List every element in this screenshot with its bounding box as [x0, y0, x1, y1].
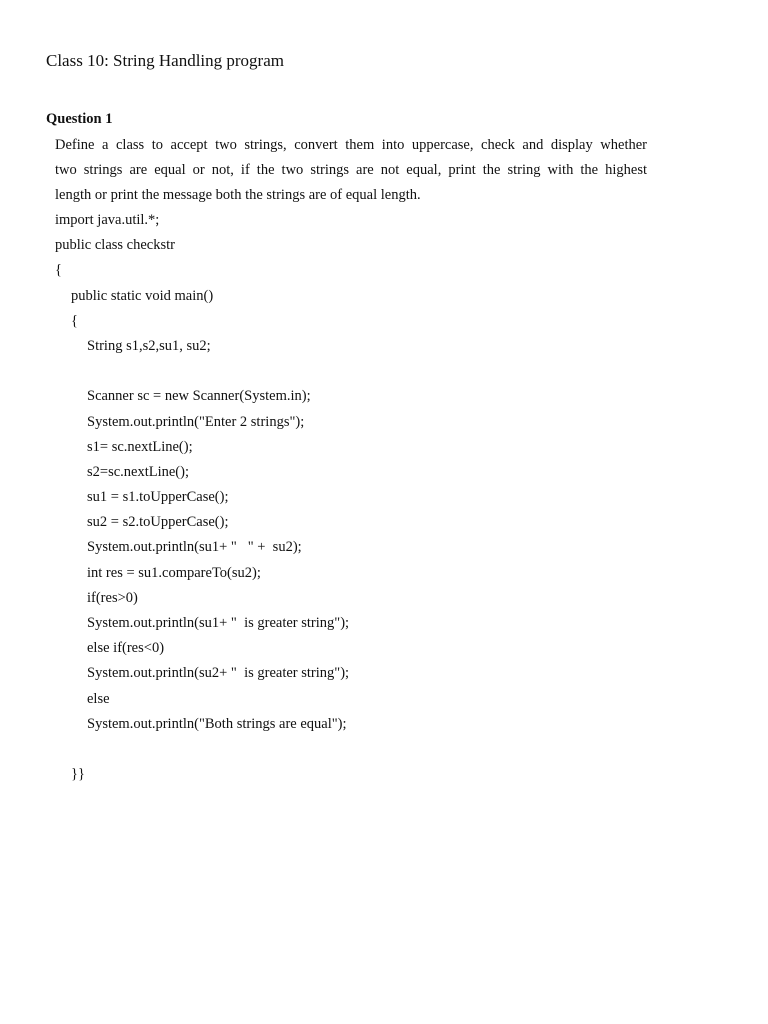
code-line: s2=sc.nextLine();: [87, 463, 189, 480]
code-line: import java.util.*;: [55, 212, 160, 228]
page-title: Class 10: String Handling program: [46, 51, 284, 70]
code-line: if(res>0): [87, 589, 138, 606]
code-line: String s1,s2,su1, su2;: [87, 337, 211, 354]
code-line: {: [55, 262, 62, 279]
code-line: System.out.println(su1+ " is greater string");: [87, 615, 350, 631]
code-line: else: [87, 690, 110, 707]
code-line: System.out.println("Enter 2 strings");: [87, 413, 305, 430]
description-line: Define a class to accept two strings, convert them into uppercase, check and display whether: [55, 137, 647, 153]
code-line: su1 = s1.toUpperCase();: [87, 489, 229, 506]
code-line: System.out.println(su2+ " is greater string");: [87, 665, 350, 682]
code-line: s1= sc.nextLine();: [87, 438, 193, 455]
code-line: System.out.println("Both strings are equal");: [87, 715, 347, 732]
description-line: length or print the message both the strings are of equal length.: [55, 187, 421, 204]
code-line: [0, 737, 768, 762]
code-line: }}: [71, 766, 85, 783]
code-listing: [0, 208, 768, 787]
question-description: [55, 133, 647, 209]
code-line: public class checkstr: [55, 237, 175, 254]
code-line: else if(res<0): [87, 640, 165, 657]
code-line: public static void main(): [71, 287, 214, 304]
code-line: System.out.println(su1+ " " + su2);: [87, 539, 302, 556]
code-line: Scanner sc = new Scanner(System.in);: [87, 388, 311, 405]
code-line: su2 = s2.toUpperCase();: [87, 514, 229, 531]
code-line: int res = su1.compareTo(su2);: [87, 564, 261, 581]
description-line: two strings are equal or not, if the two strings are not equal, print the string with the highest: [55, 162, 647, 179]
code-line: [0, 359, 768, 384]
question-heading: Question 1: [46, 111, 113, 127]
code-line: {: [71, 312, 78, 329]
